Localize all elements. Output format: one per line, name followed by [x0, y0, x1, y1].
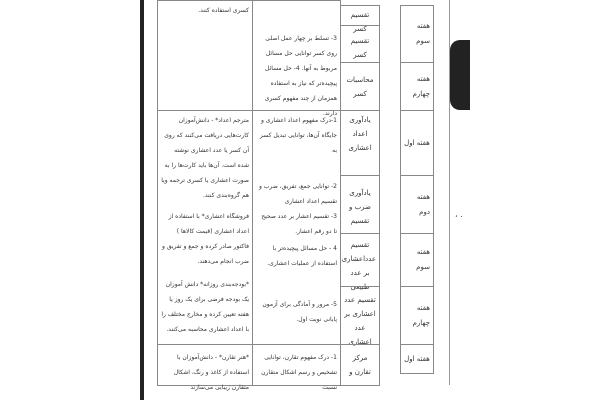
- activity-text: فروشگاه اعشاری* با استفاده از اعداد اعشاری (قیمت کالاها ) فاکتور صادر کرده و جمع و تفریق و ضرب انجام می‌دهند.: [162, 213, 249, 265]
- goal-text: 1-درک مفهوم اعداد اعشاری و جایگاه آن‌ها، توانایی تبدیل کسر به: [259, 117, 337, 154]
- week-cell: هفته دوم: [400, 175, 434, 234]
- activity-text: *بودجه‌بندی روزانه* دانش آموزان یک بودجه فرضی برای یک روز یا هفته تعیین کرده و مخارج مختلف را با اعداد اعشاری محاسبه می‌کنند.: [161, 281, 249, 333]
- topic-cell: تقسیم عدداعشاری بر عدد طبیعی: [340, 233, 380, 287]
- activity-cell: [157, 110, 253, 345]
- topic-cell: یادآوری اعداد اعشاری: [340, 110, 380, 176]
- side-mark: ، .: [455, 210, 463, 219]
- topic-cell: یادآوری ضرب و تقسیم: [340, 175, 380, 234]
- scroll-handle[interactable]: [450, 40, 470, 110]
- goal-text: 4 - حل مسائل پیچیده‌تر با استفاده از عملیات اعشاری.: [267, 245, 337, 267]
- goals-cell: [252, 110, 341, 345]
- topic-cell: تقسیم کسر: [340, 25, 380, 63]
- week-cell: هفته چهارم: [400, 286, 434, 345]
- goal-text: 5- مرور و آمادگی برای آزمون پایانی نوبت اول.: [262, 301, 337, 323]
- activity-cell: *هنر تقارن* - دانش‌آموزان با استفاده از کاغذ و رنگ، اشکال متقارن زیبایی می‌سازند: [157, 344, 253, 386]
- activity-cell: کسری استفاده کنند.: [157, 0, 253, 111]
- week-cell: هفته سوم: [400, 5, 434, 63]
- week-cell: هفته اول: [400, 344, 434, 374]
- topic-cell: تقسیم عدد اعشاری بر عدد اعشاری: [340, 286, 380, 345]
- activity-text: مترجم اعداد* - دانش‌آموزان کارت‌هایی دریافت می‌کنند که روی آن کسر یا عدد اعشاری نوشته شده است. آن‌ها باید کارت‌ها را به صورت اعشاری یا کسری ترجمه ویا هم گروه‌بندی کنند.: [161, 117, 249, 199]
- week-cell: هفته سوم: [400, 233, 434, 287]
- topic-cell: محاسبات کسر: [340, 62, 380, 111]
- goal-text: 2- توانایی جمع، تفریق، ضرب و تقسیم اعداد اعشاری: [258, 183, 337, 205]
- week-cell: هفته چهارم: [400, 62, 434, 111]
- topic-cell: مرکز تقارن و: [340, 344, 380, 386]
- goals-cell: 1- درک مفهوم تقارن، توانایی تشخیص و رسم اشکال متقارن نسبت: [252, 344, 341, 386]
- week-cell: هفته اول: [400, 110, 434, 176]
- topic-cell: تقسیم کسر: [340, 5, 380, 26]
- goals-cell: 3- تسلط بر چهار عمل اصلی روی کسر توانایی حل مسائل مربوط به آنها. 4- حل مسائل پیچیده‌تر که نیاز به استفاده همزمان از چند مفهوم کسری دارند.: [252, 0, 341, 111]
- goal-text: 3- تقسیم اعشار بر عدد صحیح تا دو رقم اعشار.: [261, 213, 337, 235]
- screen-frame: [140, 0, 144, 400]
